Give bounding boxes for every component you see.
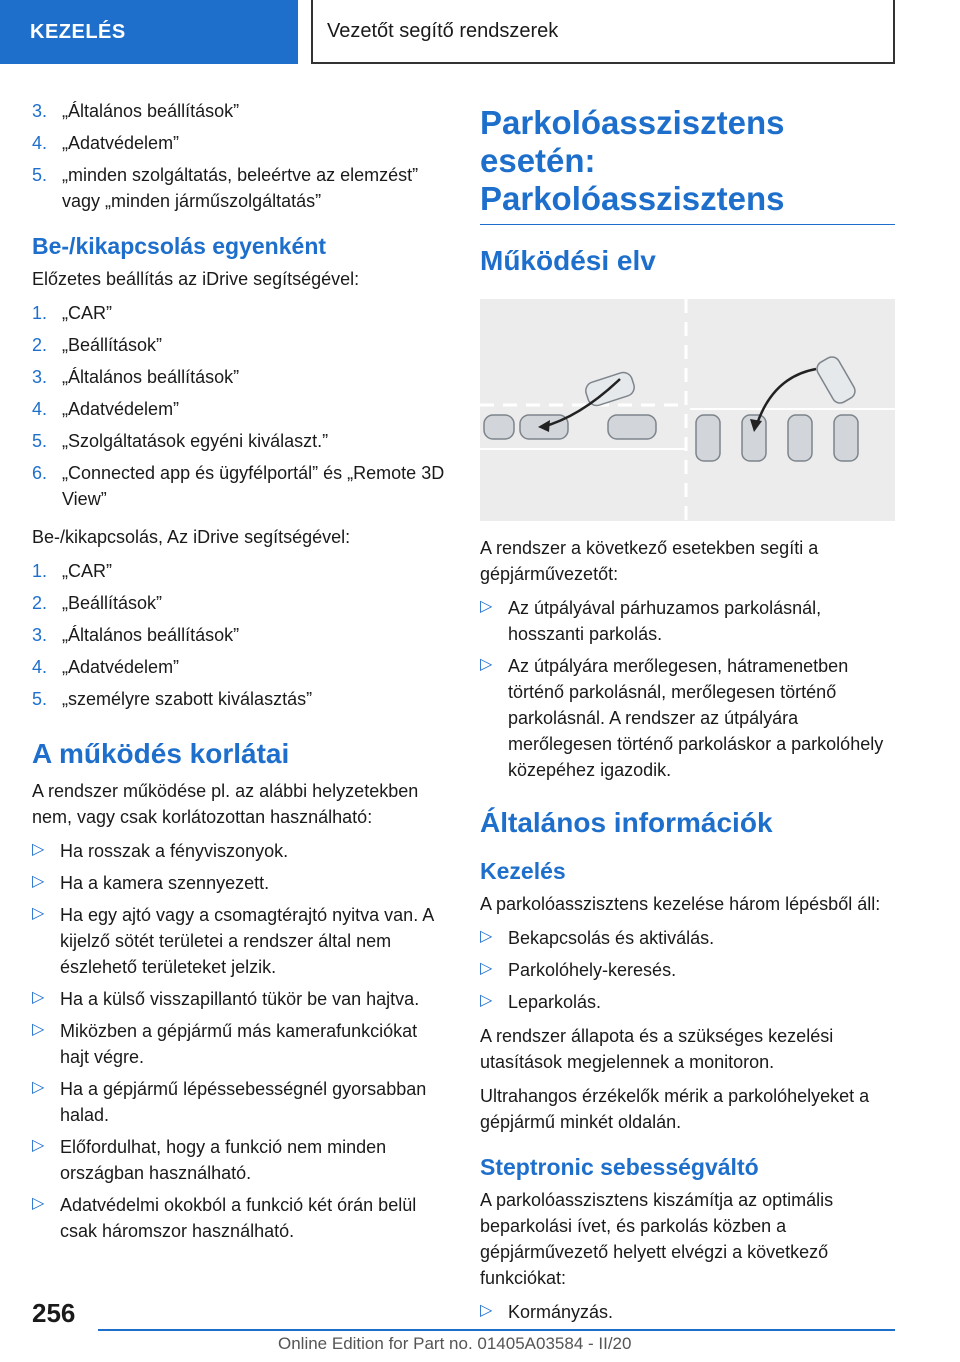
right-column bbox=[480, 104, 895, 1333]
triangle-right-icon: ▷ bbox=[480, 656, 493, 673]
steptronic-list bbox=[480, 1299, 895, 1325]
section-tab: KEZELÉS bbox=[0, 0, 298, 64]
step-text: „Connected app és ügyfélportál” és „Remote 3D View” bbox=[62, 463, 445, 509]
step-number: 3. bbox=[32, 101, 48, 121]
step-number: 3. bbox=[32, 625, 48, 645]
bullet-item bbox=[32, 838, 450, 864]
triangle-right-icon: ▷ bbox=[480, 928, 493, 945]
edition-text: Online Edition for Part no. 01405A03584 - II/20 bbox=[278, 1334, 632, 1353]
bullet-text: Az útpályára merőlegesen, hátramenetben történő parkolásnál, merőlegesen történő parkolásnál. A rendszer az útpályára merőlegesen történő parkoláskor a parkolóhely közepéhez igazodik. bbox=[508, 656, 884, 780]
triangle-right-icon: ▷ bbox=[32, 989, 45, 1006]
step-item bbox=[32, 300, 450, 326]
bullet-text: Ha a külső visszapillantó tükör be van hajtva. bbox=[60, 989, 420, 1009]
triangle-right-icon: ▷ bbox=[32, 905, 45, 922]
heading-operation: Kezelés bbox=[480, 858, 566, 884]
status-text: A rendszer állapota és a szükséges kezelési utasítások megjelennek a monitoron. bbox=[480, 1026, 834, 1072]
triangle-right-icon: ▷ bbox=[480, 598, 493, 615]
bullet-item bbox=[32, 1192, 450, 1244]
bullet-text: Ha egy ajtó vagy a csomagtérajtó nyitva van. A kijelző sötét területei a rendszer által nem észlehető területeket jelzik. bbox=[60, 905, 434, 977]
step-text: „Szolgáltatások egyéni kiválaszt.” bbox=[62, 431, 329, 451]
triangle-right-icon: ▷ bbox=[480, 992, 493, 1009]
steps-list-1 bbox=[32, 98, 450, 214]
chapter-tab: Vezetőt segítő rendszerek bbox=[311, 0, 895, 64]
footer-divider bbox=[98, 1329, 895, 1331]
triangle-right-icon: ▷ bbox=[480, 960, 493, 977]
step-text: „CAR” bbox=[62, 303, 112, 323]
ultrasonic-text: Ultrahangos érzékelők mérik a parkolóhelyeket a gépjármű minkét oldalán. bbox=[480, 1086, 870, 1132]
step-number: 1. bbox=[32, 303, 48, 323]
step-text: „Beállítások” bbox=[62, 593, 163, 613]
step-item bbox=[32, 428, 450, 454]
bullet-item bbox=[480, 957, 895, 983]
steptronic-intro: A parkolóasszisztens kiszámítja az optimális beparkolási ívet, és parkolás közben a gépjárművezető helyett elvégzi a következő funkciókat: bbox=[480, 1190, 834, 1288]
bullet-text: Előfordulhat, hogy a funkció nem minden országban használható. bbox=[60, 1137, 387, 1183]
bullet-text: Az útpályával párhuzamos parkolásnál, hosszanti parkolás. bbox=[508, 598, 822, 644]
bullet-text: Parkolóhely-keresés. bbox=[508, 960, 677, 980]
step-text: „Általános beállítások” bbox=[62, 101, 240, 121]
parking-illustration bbox=[480, 299, 895, 521]
triangle-right-icon: ▷ bbox=[32, 1079, 45, 1096]
heading-principle: Működési elv bbox=[480, 245, 656, 276]
triangle-right-icon: ▷ bbox=[32, 1021, 45, 1038]
step-text: „személyre szabott kiválasztás” bbox=[62, 689, 313, 709]
bullet-text: Adatvédelmi okokból a funkció két órán belül csak háromszor használható. bbox=[60, 1195, 417, 1241]
step-item bbox=[32, 590, 450, 616]
bullet-item bbox=[480, 989, 895, 1015]
step-text: „Általános beállítások” bbox=[62, 367, 240, 387]
triangle-right-icon: ▷ bbox=[32, 841, 45, 858]
step-item bbox=[32, 558, 450, 584]
step-number: 5. bbox=[32, 689, 48, 709]
intro-onoff: Be-/kikapcsolás, Az iDrive segítségével: bbox=[32, 527, 351, 547]
principle-list bbox=[480, 595, 895, 783]
bullet-item bbox=[32, 1076, 450, 1128]
step-item bbox=[32, 130, 450, 156]
bullet-text: Leparkolás. bbox=[508, 992, 602, 1012]
bullet-item bbox=[32, 902, 450, 980]
bullet-item bbox=[480, 653, 895, 783]
operation-list bbox=[480, 925, 895, 1015]
page-number: 256 bbox=[32, 1298, 76, 1328]
step-number: 4. bbox=[32, 657, 48, 677]
triangle-right-icon: ▷ bbox=[32, 1137, 45, 1154]
step-item bbox=[32, 460, 450, 512]
page-title: Parkolóasszisztens esetén: Parkolóasszisztens bbox=[480, 104, 895, 225]
step-number: 4. bbox=[32, 133, 48, 153]
left-column bbox=[32, 98, 450, 1252]
step-number: 2. bbox=[32, 335, 48, 355]
step-text: „Adatvédelem” bbox=[62, 399, 180, 419]
step-text: „Beállítások” bbox=[62, 335, 163, 355]
step-text: „CAR” bbox=[62, 561, 112, 581]
step-number: 5. bbox=[32, 165, 48, 185]
bullet-text: Ha a kamera szennyezett. bbox=[60, 873, 270, 893]
operation-intro: A parkolóasszisztens kezelése három lépésből áll: bbox=[480, 894, 881, 914]
heading-general: Általános információk bbox=[480, 807, 773, 838]
principle-intro: A rendszer a következő esetekben segíti a gépjárművezetőt: bbox=[480, 538, 819, 584]
heading-onoff: Be-/kikapcsolás egyenként bbox=[32, 233, 327, 259]
bullet-text: Miközben a gépjármű más kamerafunkciókat hajt végre. bbox=[60, 1021, 418, 1067]
step-item bbox=[32, 162, 450, 214]
bullet-text: Ha rosszak a fényviszonyok. bbox=[60, 841, 289, 861]
limits-list bbox=[32, 838, 450, 1244]
bullet-item bbox=[480, 925, 895, 951]
steps-list-3 bbox=[32, 558, 450, 712]
bullet-item bbox=[480, 595, 895, 647]
triangle-right-icon: ▷ bbox=[480, 1302, 493, 1319]
step-number: 4. bbox=[32, 399, 48, 419]
step-text: „Adatvédelem” bbox=[62, 133, 180, 153]
steps-list-2 bbox=[32, 300, 450, 512]
step-item bbox=[32, 98, 450, 124]
step-number: 2. bbox=[32, 593, 48, 613]
step-item bbox=[32, 364, 450, 390]
step-number: 6. bbox=[32, 463, 48, 483]
step-item bbox=[32, 396, 450, 422]
bullet-item bbox=[32, 986, 450, 1012]
bullet-text: Bekapcsolás és aktiválás. bbox=[508, 928, 715, 948]
step-item bbox=[32, 686, 450, 712]
page-header bbox=[0, 0, 960, 66]
triangle-right-icon: ▷ bbox=[32, 1195, 45, 1212]
bullet-item bbox=[32, 1018, 450, 1070]
bullet-item bbox=[32, 870, 450, 896]
limits-intro: A rendszer működése pl. az alábbi helyzetekben nem, vagy csak korlátozottan használható: bbox=[32, 781, 419, 827]
bullet-text: Ha a gépjármű lépéssebességnél gyorsabban halad. bbox=[60, 1079, 427, 1125]
heading-limits: A működés korlátai bbox=[32, 738, 290, 769]
heading-steptronic: Steptronic sebességváltó bbox=[480, 1154, 759, 1180]
step-item bbox=[32, 654, 450, 680]
step-item bbox=[32, 622, 450, 648]
step-text: „Általános beállítások” bbox=[62, 625, 240, 645]
step-text: „Adatvédelem” bbox=[62, 657, 180, 677]
step-item bbox=[32, 332, 450, 358]
step-number: 5. bbox=[32, 431, 48, 451]
step-text: „minden szolgáltatás, beleértve az elemzést” vagy „minden járműszolgáltatás” bbox=[62, 165, 419, 211]
intro-preset: Előzetes beállítás az iDrive segítségével: bbox=[32, 269, 360, 289]
step-number: 3. bbox=[32, 367, 48, 387]
bullet-item bbox=[32, 1134, 450, 1186]
bullet-text: Kormányzás. bbox=[508, 1302, 614, 1322]
triangle-right-icon: ▷ bbox=[32, 873, 45, 890]
bullet-item bbox=[480, 1299, 895, 1325]
step-number: 1. bbox=[32, 561, 48, 581]
